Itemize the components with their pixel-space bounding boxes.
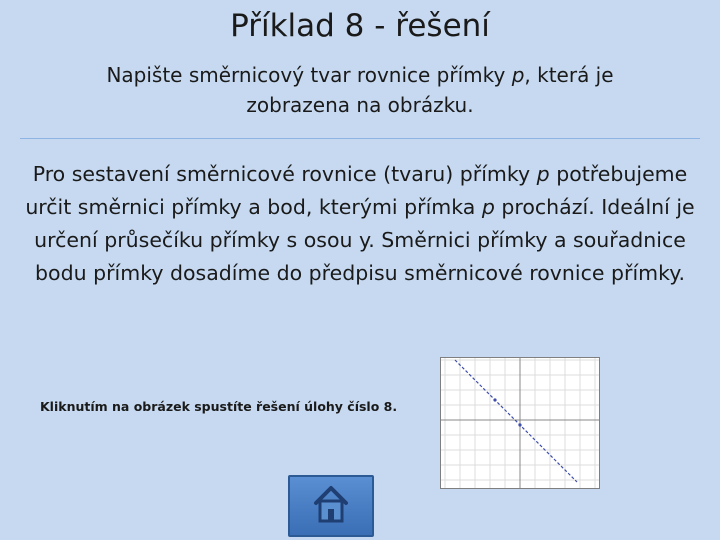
home-button[interactable] [288,475,374,537]
line-p [455,360,577,482]
solution-text-part: prochází. Ideální je určení průsečíku přímky s osou y. Směrnici přímky a souřadnice bodu přímky dosadíme do předpisu směrnicové rovnice přímky. [34,195,695,285]
line-point [518,423,521,426]
solution-text-part: potřebujeme určit směrnici přímky a bod, kterými přímka [25,162,688,219]
line-variable: p [481,195,495,219]
solution-text-part: Pro sestavení směrnicové rovnice (tvaru) přímky [32,162,537,186]
task-text [60,60,660,120]
line-variable: p [536,162,550,186]
hint-text: Kliknutím na obrázek spustíte řešení úlohy číslo 8. [40,399,398,414]
line-point [493,398,496,401]
task-text-part: zobrazena na obrázku. [246,93,474,117]
slide-title: Příklad 8 - řešení [230,8,490,44]
line-variable: p [511,63,525,87]
line-graph-icon [441,358,599,488]
task-text-part: Napište směrnicový tvar rovnice přímky [106,63,512,87]
divider-line [20,138,700,139]
task-text-part: , která je [524,63,614,87]
graph-thumbnail[interactable] [440,357,600,489]
solution-text [24,158,696,290]
home-icon [313,483,349,529]
